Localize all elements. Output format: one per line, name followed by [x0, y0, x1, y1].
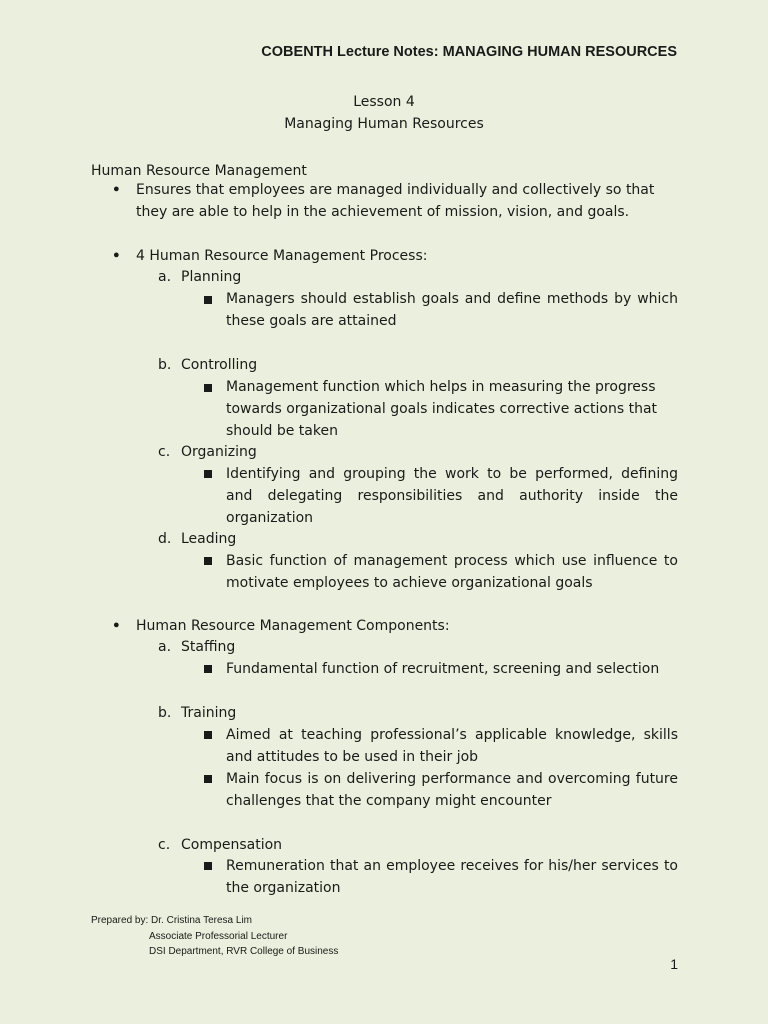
square-bullet-icon [204, 296, 212, 304]
list-label: a. [158, 639, 172, 655]
square-bullet-icon [204, 384, 212, 392]
prepared-by: Prepared by: Dr. Cristina Teresa Lim [91, 915, 252, 926]
page-number: 1 [670, 956, 678, 972]
intro-bullet-text: Ensures that employees are managed individually and collectively so that they are able to help in the achievement of mission, vision, and goals. [136, 182, 655, 220]
square-bullet-icon [204, 665, 212, 673]
square-bullet-icon [204, 557, 212, 565]
bullet-icon: ● [113, 619, 120, 631]
list-label: b. [158, 705, 172, 721]
square-bullet-icon [204, 470, 212, 478]
square-bullet-icon [204, 775, 212, 783]
list-item: Main focus is on delivering performance and overcoming future challenges that the company might encounter [226, 771, 678, 809]
list-item: Remuneration that an employee receives for his/her services to the organization [226, 858, 678, 896]
bullet-icon: ● [113, 249, 120, 261]
author-title: Associate Professorial Lecturer [149, 931, 288, 942]
subheading-staffing: Staffing [181, 639, 236, 655]
square-bullet-icon [204, 862, 212, 870]
list-label: a. [158, 269, 172, 285]
bullet-icon: ● [113, 183, 120, 195]
subheading-training: Training [181, 705, 237, 721]
list-label: b. [158, 357, 172, 373]
list-label: c. [158, 837, 171, 853]
list-item: Aimed at teaching professional’s applicable knowledge, skills and attitudes to be used in their job [226, 727, 678, 765]
section-title: Human Resource Management [91, 163, 307, 179]
list-item: Management function which helps in measuring the progress towards organizational goals indicates corrective actions that should be taken [226, 379, 658, 439]
lesson-number: Lesson 4 [353, 94, 415, 110]
subheading-planning: Planning [181, 269, 242, 285]
process-heading: 4 Human Resource Management Process: [136, 248, 428, 264]
components-heading: Human Resource Management Components: [136, 618, 450, 634]
lesson-title: Managing Human Resources [284, 116, 484, 132]
list-label: d. [158, 531, 172, 547]
subheading-leading: Leading [181, 531, 237, 547]
author-department: DSI Department, RVR College of Business [149, 946, 339, 957]
list-item: Fundamental function of recruitment, screening and selection [226, 661, 660, 677]
list-item: Managers should establish goals and define methods by which these goals are attained [226, 291, 678, 329]
list-label: c. [158, 444, 171, 460]
subheading-compensation: Compensation [181, 837, 283, 853]
list-item: Identifying and grouping the work to be performed, defining and delegating responsibilities and authority inside the organization [226, 466, 678, 526]
subheading-organizing: Organizing [181, 444, 257, 460]
subheading-controlling: Controlling [181, 357, 258, 373]
square-bullet-icon [204, 731, 212, 739]
list-item: Basic function of management process which use influence to motivate employees to achieve organizational goals [226, 553, 678, 591]
document-header: COBENTH Lecture Notes: MANAGING HUMAN RESOURCES [261, 44, 677, 60]
